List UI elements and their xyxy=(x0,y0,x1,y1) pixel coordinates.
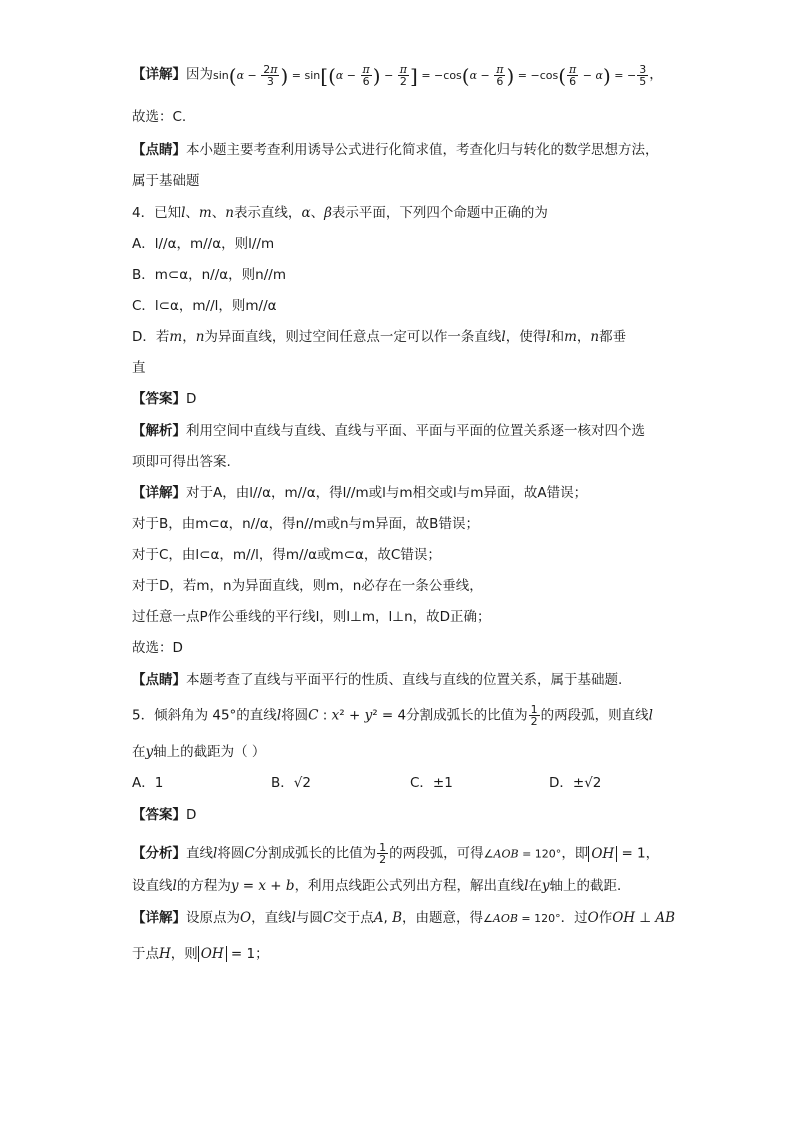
answer-line-q5: 【答案】D xyxy=(132,807,197,823)
detail-tag: 【详解】 xyxy=(132,66,186,83)
detail-line-f: 故选：D xyxy=(132,640,183,656)
comment-line-q4: 【点睛】本题考查了直线与平面平行的性质、直线与直线的位置关系，属于基础题. xyxy=(132,672,623,688)
analysis-line-1: 【解析】利用空间中直线与直线、直线与平面、平面与平面的位置关系逐一核对四个选 xyxy=(132,423,645,439)
detail-line-q5-2: 于点H，则 OH = 1； xyxy=(132,946,269,962)
question-4-stem: 4．已知l、m、n表示直线，α、β表示平面，下列四个命题中正确的为 xyxy=(132,205,548,221)
detail-line-d: 对于D，若m，n为异面直线，则m，n必存在一条公垂线， xyxy=(132,578,483,594)
detail-line-c: 对于C，由l⊂α，m//l，得m//α或m⊂α，故C错误； xyxy=(132,547,441,563)
option-c: C．l⊂α，m//l，则m//α xyxy=(132,298,277,314)
comment-line-2: 属于基础题 xyxy=(132,173,200,189)
comment-line-1: 【点睛】本小题主要考查利用诱导公式进行化简求值，考查化归与转化的数学思想方法， xyxy=(132,142,659,158)
detail-line-b: 对于B，由m⊂α，n//α，得n//m或n与m异面，故B错误； xyxy=(132,516,479,532)
detail-line-a: 【详解】对于A，由l//α，m//α，得l//m或l与m相交或l与m异面，故A错误； xyxy=(132,485,588,501)
fenxi-line-2: 设直线l的方程为y = x + b，利用点线距公式列出方程，解出直线l在y轴上的截距． xyxy=(132,878,631,894)
answer-choice-line: 故选：C. xyxy=(132,109,187,125)
q5-option-c: C．±1 xyxy=(410,775,453,791)
q5-option-b: B．√2 xyxy=(271,775,311,791)
option-d: D．若m，n为异面直线，则过空间任意点一定可以作一条直线l，使得l和m，n都垂 xyxy=(132,329,627,345)
option-b: B．m⊂α，n//α，则n//m xyxy=(132,267,286,283)
answer-line-q4: 【答案】D xyxy=(132,391,197,407)
detail-line-e: 过任意一点P作公垂线的平行线l，则l⊥m，l⊥n，故D正确； xyxy=(132,609,491,625)
option-d-cont: 直 xyxy=(132,360,146,376)
option-a: A．l//α，m//α，则l//m xyxy=(132,236,275,252)
q5-option-d: D．±√2 xyxy=(549,775,602,791)
analysis-line-2: 项即可得出答案. xyxy=(132,454,231,470)
q5-option-a: A．1 xyxy=(132,775,164,791)
trig-formula: sin(α − $\frac{2\pi}{3}$ ) = sin[(α − $\frac{\pi}{6}$ ) − $\frac{\pi}{2}$ ] = −cos(α − $\frac{\pi}{6}$ ) = −cos( $\frac{\pi}{6}$ − α) = − $\frac{3}{5}$ xyxy=(213,63,647,88)
fenxi-line-1: 【分析】直线l将圆C分割成弧长的比值为 $\frac{1}{2}$ 的两段弧，可得∠AOB = 120°，即 OH = 1， xyxy=(132,841,660,866)
question-5-stem-cont: 在y轴上的截距为（ ） xyxy=(132,744,266,760)
solution-detail-line: 【详解】因为sin(α − $\frac{2\pi}{3}$ ) = sin[(α − $\frac{\pi}{6}$ ) − $\frac{\pi}{2}$ ] = −cos(α − $\frac{\pi}{6}$ ) = −cos( $\frac{\pi}{6}$ − α) = − $\frac{3}{5}$ ， xyxy=(132,63,663,88)
detail-line-q5-1: 【详解】设原点为O，直线l与圆C交于点A, B，由题意，得∠AOB = 120°．过O作OH ⊥ AB xyxy=(132,910,676,926)
question-5-stem: 5．倾斜角为 45°的直线l将圆C : x² + y² = 4分割成弧长的比值为 $\frac{1}{2}$ 的两段弧，则直线l xyxy=(132,703,653,728)
